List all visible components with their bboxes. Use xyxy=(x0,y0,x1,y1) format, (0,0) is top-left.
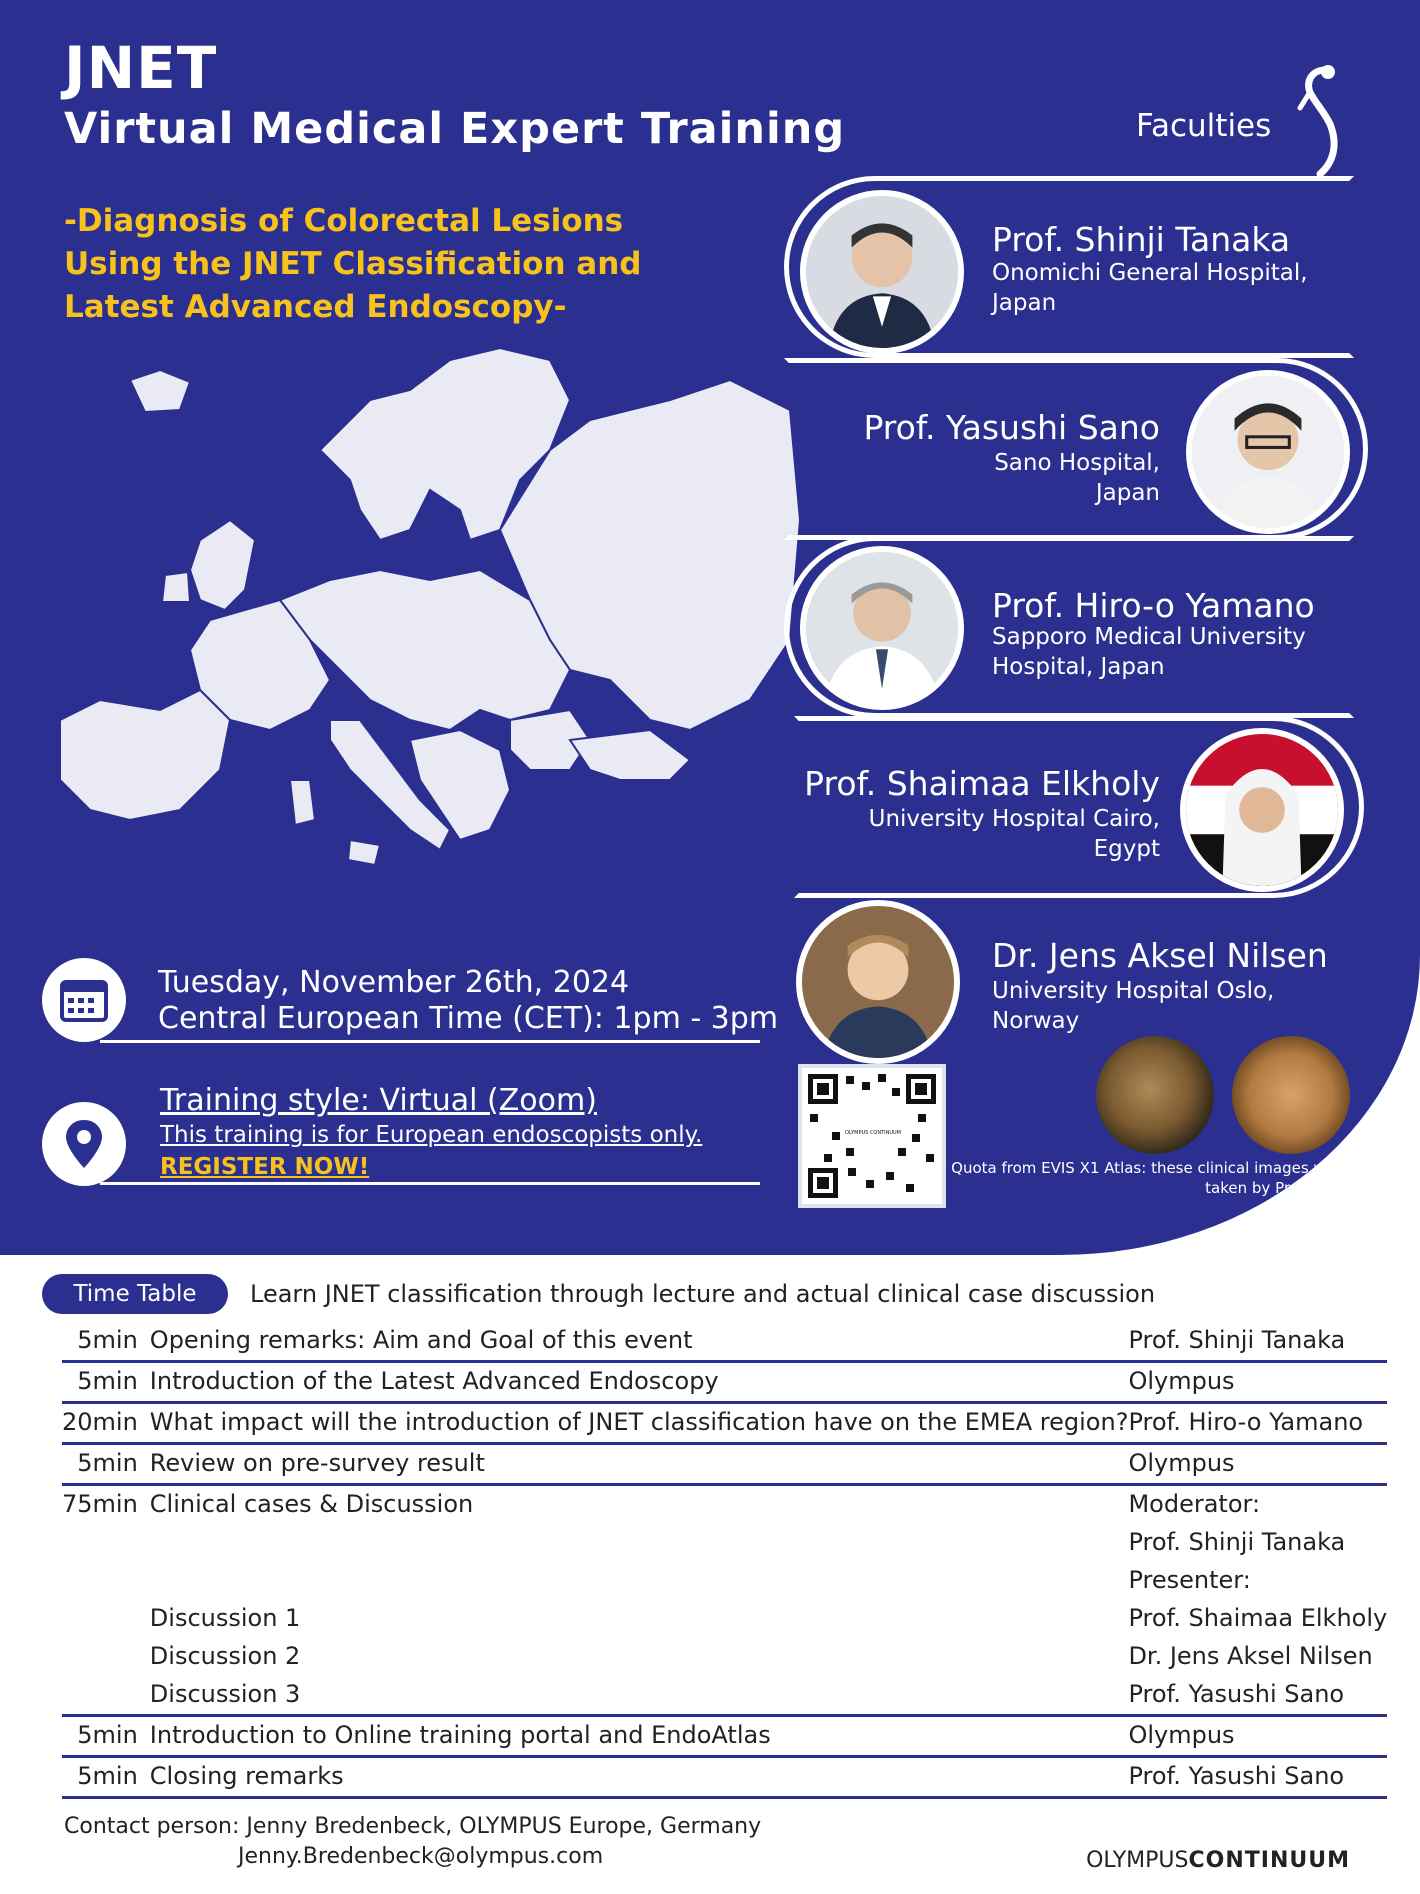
divider xyxy=(100,1040,760,1043)
faculty-photo xyxy=(1180,728,1344,892)
table-row xyxy=(62,1322,1387,1362)
faculties-label: Faculties xyxy=(1136,108,1272,144)
speaker: Prof. Yasushi Sano xyxy=(1128,1757,1387,1798)
faculty-name: Prof. Shaimaa Elkholy xyxy=(804,764,1160,803)
duration xyxy=(62,1600,150,1638)
duration xyxy=(62,1676,150,1716)
duration xyxy=(62,1524,150,1562)
table-row xyxy=(62,1362,1387,1403)
location-badge xyxy=(42,1102,126,1186)
session-topic: Introduction to Online training portal and EndoAtlas xyxy=(150,1716,1129,1757)
europe-map xyxy=(30,340,810,930)
table-row xyxy=(62,1403,1387,1444)
speaker: Olympus xyxy=(1128,1362,1387,1403)
faculty-affiliation: University Hospital Oslo, Norway xyxy=(992,978,1275,1034)
duration: 20min xyxy=(62,1403,150,1444)
image-credit: Quota from EVIS X1 Atlas: these clinical images were taken by Prof. Sano xyxy=(951,1159,1350,1197)
duration: 5min xyxy=(62,1362,150,1403)
faculty-photo xyxy=(1186,370,1350,534)
faculty-name: Prof. Shinji Tanaka xyxy=(992,220,1291,259)
table-row xyxy=(62,1716,1387,1757)
location-pin-icon xyxy=(42,1102,126,1186)
page-subtitle: Virtual Medical Expert Training xyxy=(64,104,846,154)
speaker: Prof. Shinji Tanaka xyxy=(1128,1322,1387,1362)
speaker: Olympus xyxy=(1128,1444,1387,1485)
session-topic: Introduction of the Latest Advanced Endoscopy xyxy=(150,1362,1129,1403)
speaker: Presenter: xyxy=(1128,1566,1251,1594)
duration: 5min xyxy=(62,1757,150,1798)
timetable-description: Learn JNET classification through lecture and actual clinical case discussion xyxy=(250,1280,1156,1308)
speaker: Prof. Shaimaa Elkholy xyxy=(1128,1604,1388,1632)
faculty-name: Prof. Hiro-o Yamano xyxy=(992,586,1315,625)
endoscope-icon xyxy=(1290,62,1360,182)
qr-label: OLYMPUS CONTINUUM xyxy=(845,1130,901,1136)
faculty-photo xyxy=(800,546,964,710)
session-topic: Closing remarks xyxy=(150,1757,1129,1798)
speaker: Prof. Hiro-o Yamano xyxy=(1128,1403,1387,1444)
training-style-link[interactable]: Training style: Virtual (Zoom) xyxy=(160,1083,597,1118)
calendar-badge xyxy=(42,958,126,1042)
speaker: Olympus xyxy=(1128,1716,1387,1757)
calendar-icon xyxy=(42,958,126,1042)
timetable-badge: Time Table xyxy=(42,1274,228,1314)
clinical-image xyxy=(1096,1036,1214,1154)
clinical-image xyxy=(1232,1036,1350,1154)
faculty-affiliation: University Hospital Cairo, Egypt xyxy=(868,806,1160,862)
contact-info: Contact person: Jenny Bredenbeck, OLYMPUS Europe, Germany Jenny.Bredenbeck@olympus.com xyxy=(64,1812,761,1872)
contact-email[interactable]: Jenny.Bredenbeck@olympus.com xyxy=(238,1844,604,1869)
duration: 5min xyxy=(62,1444,150,1485)
page-title: JNET xyxy=(64,34,218,102)
duration xyxy=(62,1638,150,1676)
table-row xyxy=(62,1676,1387,1716)
session-topic: Discussion 3 xyxy=(150,1676,1129,1716)
table-row xyxy=(62,1524,1387,1562)
faculty-name: Prof. Yasushi Sano xyxy=(863,408,1160,447)
session-topic: Discussion 1 xyxy=(149,1604,301,1632)
duration xyxy=(62,1562,150,1600)
table-row xyxy=(62,1562,1387,1600)
speaker: Moderator: xyxy=(1128,1490,1261,1518)
session-topic xyxy=(150,1524,1129,1562)
session-topic: Clinical cases & Discussion xyxy=(149,1490,474,1518)
speaker: Dr. Jens Aksel Nilsen xyxy=(1128,1642,1373,1670)
event-time: Central European Time (CET): 1pm - 3pm xyxy=(158,1001,779,1036)
faculty-photo xyxy=(796,900,960,1064)
audience-note: This training is for European endoscopists only. xyxy=(160,1122,703,1148)
timetable xyxy=(62,1322,1387,1799)
table-row xyxy=(62,1757,1387,1798)
duration: 5min xyxy=(62,1322,150,1362)
session-topic: Opening remarks: Aim and Goal of this event xyxy=(150,1322,1129,1362)
session-topic xyxy=(150,1562,1129,1600)
faculty-affiliation: Onomichi General Hospital, Japan xyxy=(992,260,1308,316)
session-topic: Discussion 2 xyxy=(149,1642,301,1670)
session-topic: Review on pre-survey result xyxy=(150,1444,1129,1485)
table-row xyxy=(62,1638,1387,1676)
speaker: Prof. Yasushi Sano xyxy=(1128,1676,1387,1716)
duration: 75min xyxy=(62,1490,138,1518)
faculty-photo xyxy=(800,190,964,354)
qr-code[interactable] xyxy=(798,1064,946,1208)
speaker: Prof. Shinji Tanaka xyxy=(1128,1528,1346,1556)
topic-heading: -Diagnosis of Colorectal Lesions Using the JNET Classification and Latest Advanced Endoscopy- xyxy=(64,203,642,325)
table-row xyxy=(62,1444,1387,1485)
brand-logo: OLYMPUSCONTINUUM xyxy=(1086,1848,1350,1873)
session-topic: What impact will the introduction of JNET classification have on the EMEA region? xyxy=(150,1403,1129,1444)
table-row xyxy=(62,1600,1387,1638)
divider xyxy=(100,1182,760,1185)
faculty-name: Dr. Jens Aksel Nilsen xyxy=(992,936,1328,975)
duration: 5min xyxy=(62,1716,150,1757)
event-date: Tuesday, November 26th, 2024 xyxy=(158,965,630,1000)
register-link[interactable]: REGISTER NOW! xyxy=(160,1154,370,1180)
faculty-affiliation: Sano Hospital, Japan xyxy=(994,450,1160,506)
faculty-affiliation: Sapporo Medical University Hospital, Japan xyxy=(992,624,1306,680)
table-row xyxy=(62,1485,1387,1525)
